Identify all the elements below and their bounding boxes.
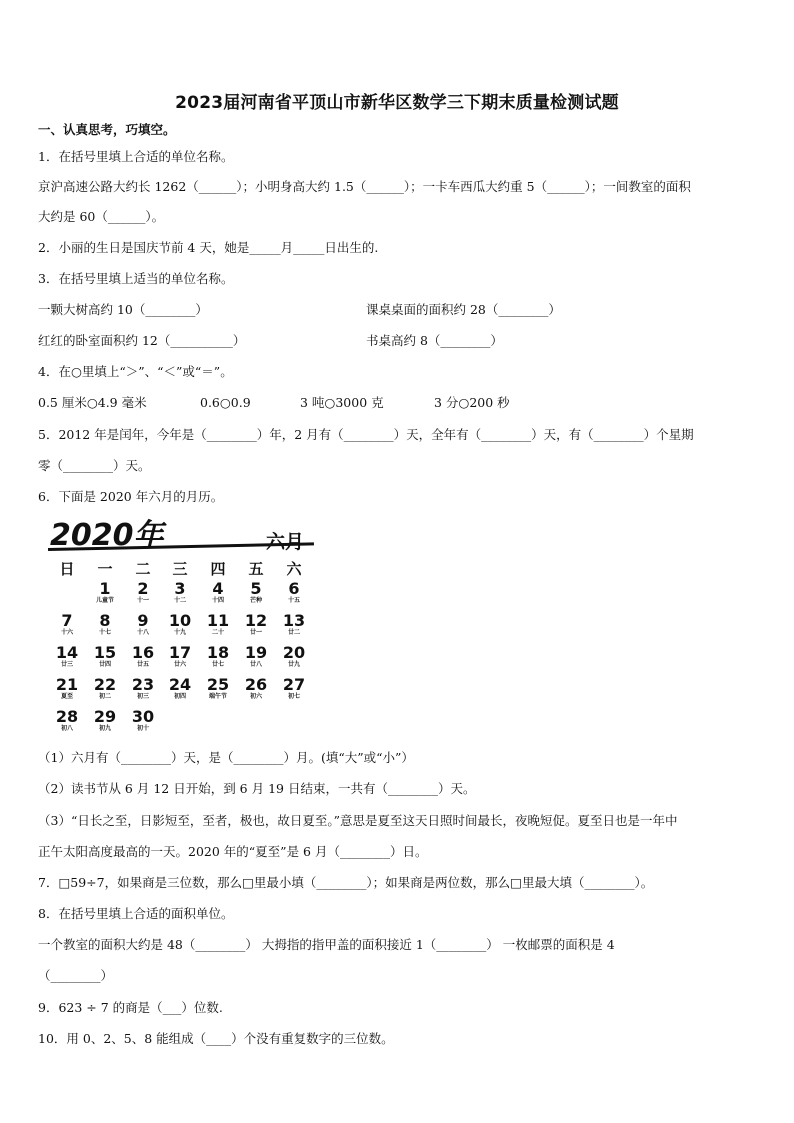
calendar-lunar-label: 廿四: [98, 661, 111, 668]
calendar-day: [88, 580, 122, 605]
q4-item: 3 吨○3000 克: [300, 395, 384, 410]
q4-item: 0.6○0.9: [200, 395, 251, 410]
calendar-lunar-label: 初八: [60, 725, 73, 732]
q6-sub1: （1）六月有（________）天，是（________）月。(填“大”或“小”）: [38, 750, 414, 765]
calendar-weekday: 一: [97, 560, 113, 578]
calendar-weekday: 二: [135, 560, 151, 578]
calendar-day: [88, 708, 122, 733]
calendar-lunar-label: 十九: [173, 629, 186, 636]
calendar-day: [163, 612, 197, 637]
page-title: 2023届河南省平顶山市新华区数学三下期末质量检测试题: [175, 93, 619, 113]
calendar-day: [239, 644, 273, 669]
calendar-lunar-label: 端午节: [208, 693, 227, 700]
q3-stem: 3．在括号里填上适当的单位名称。: [38, 271, 234, 286]
q1-line2: 大约是 60（______）。: [38, 209, 165, 224]
calendar-day-number: 20: [282, 643, 306, 662]
q3-item-a: 一颗大树高约 10（________）: [38, 302, 208, 317]
calendar-lunar-label: 十六: [60, 629, 73, 636]
calendar-day: [88, 644, 122, 669]
calendar-lunar-label: 初二: [98, 693, 111, 700]
calendar-day: [239, 612, 273, 637]
calendar-day: [126, 644, 160, 669]
q6-sub3-line1: （3）“日长之至，日影短至，至者，极也，故日夏至。”意思是夏至这天日照时间最长，夜晚短促。夏至日也是一年中: [38, 813, 678, 828]
calendar-day-number: 6: [288, 579, 300, 598]
calendar-lunar-label: 廿九: [287, 661, 300, 668]
calendar-year: 2020年: [50, 518, 164, 553]
q8-line2: （________）: [38, 968, 114, 983]
q6-stem: 6．下面是 2020 年六月的月历。: [38, 489, 224, 504]
calendar-lunar-label: 廿六: [173, 661, 186, 668]
calendar-day-number: 29: [93, 707, 117, 726]
q3-item-c: 红红的卧室面积约 12（__________）: [38, 333, 246, 348]
q10-stem: 10．用 0、2、5、8 能组成（____）个没有重复数字的三位数。: [38, 1031, 394, 1046]
calendar-lunar-label: 二十: [211, 629, 224, 636]
calendar-day-number: 9: [137, 611, 149, 630]
calendar-day-number: 10: [168, 611, 192, 630]
calendar-day: [163, 580, 197, 605]
calendar-lunar-label: 初三: [136, 693, 149, 700]
calendar-day-number: 30: [131, 707, 155, 726]
calendar-lunar-label: 廿七: [211, 661, 224, 668]
calendar-day-number: 7: [61, 611, 73, 630]
calendar-lunar-label: 初十: [136, 725, 149, 732]
calendar-day: [163, 676, 197, 701]
calendar-day-number: 18: [206, 643, 230, 662]
calendar-day-number: 22: [93, 675, 117, 694]
calendar-weekday: 五: [248, 560, 264, 578]
calendar-day: [239, 580, 273, 605]
calendar-day: [163, 644, 197, 669]
calendar-day: [126, 708, 160, 733]
calendar-day: [201, 644, 235, 669]
calendar-lunar-label: 夏至: [60, 693, 73, 700]
calendar-image: [44, 510, 324, 742]
calendar-weekday: 日: [59, 560, 75, 578]
q1-stem: 1．在括号里填上合适的单位名称。: [38, 149, 234, 164]
calendar-day-number: 21: [55, 675, 79, 694]
q5-line2: 零（________）天。: [38, 458, 151, 473]
calendar-lunar-label: 初七: [287, 693, 300, 700]
q6-sub3-line2: 正午太阳高度最高的一天。2020 年的“夏至”是 6 月（________）日。: [38, 844, 428, 859]
calendar-lunar-label: 儿童节: [95, 597, 114, 604]
calendar-lunar-label: 十四: [211, 597, 224, 604]
calendar-lunar-label: 初九: [98, 725, 111, 732]
calendar-day-number: 11: [206, 611, 230, 630]
calendar-day: [201, 676, 235, 701]
calendar-lunar-label: 廿八: [249, 661, 262, 668]
calendar-day: [88, 676, 122, 701]
calendar-day-number: 25: [206, 675, 230, 694]
calendar-day-number: 14: [55, 643, 79, 662]
calendar-day: [126, 676, 160, 701]
calendar-day: [50, 644, 84, 669]
calendar-day: [50, 708, 84, 733]
calendar-day: [277, 676, 311, 701]
calendar-day-number: 28: [55, 707, 79, 726]
q2-stem: 2．小丽的生日是国庆节前 4 天，她是_____月_____日出生的.: [38, 240, 379, 255]
calendar-day-number: 3: [174, 579, 186, 598]
q6-sub2: （2）读书节从 6 月 12 日开始，到 6 月 19 日结束，一共有（________）天。: [38, 781, 476, 796]
calendar-weekday: 四: [210, 560, 226, 578]
calendar-lunar-label: 芒种: [249, 597, 262, 604]
q4-item: 3 分○200 秒: [434, 395, 510, 410]
q9-stem: 9．623 ÷ 7 的商是（___）位数.: [38, 1000, 223, 1015]
calendar-lunar-label: 十八: [136, 629, 149, 636]
calendar-weekday: 三: [172, 560, 188, 578]
calendar-day-number: 24: [168, 675, 192, 694]
calendar-day-number: 2: [137, 579, 149, 598]
q4-stem: 4．在○里填上“＞”、“＜”或“＝”。: [38, 364, 233, 379]
calendar-lunar-label: 十七: [98, 629, 111, 636]
calendar-day-number: 17: [168, 643, 192, 662]
calendar-day: [201, 580, 235, 605]
calendar-lunar-label: 初四: [173, 693, 186, 700]
calendar-day: [277, 612, 311, 637]
q3-item-d: 书桌高约 8（________）: [366, 333, 503, 348]
calendar-day-number: 13: [282, 611, 306, 630]
calendar-day: [201, 612, 235, 637]
calendar-day-number: 1: [99, 579, 111, 598]
calendar-day: [277, 644, 311, 669]
calendar-day: [126, 580, 160, 605]
calendar-lunar-label: 廿五: [136, 661, 149, 668]
calendar-day: [239, 676, 273, 701]
calendar-day: [277, 580, 311, 605]
calendar-day-number: 27: [282, 675, 306, 694]
calendar-day: [50, 612, 84, 637]
calendar-weekday: 六: [286, 560, 302, 578]
calendar-lunar-label: 十二: [173, 597, 186, 604]
calendar-day-number: 26: [244, 675, 268, 694]
calendar-day: [50, 676, 84, 701]
calendar-day-number: 4: [212, 579, 224, 598]
calendar-lunar-label: 廿二: [287, 629, 300, 636]
q8-line1: 一个教室的面积大约是 48（________） 大拇指的指甲盖的面积接近 1（________） 一枚邮票的面积是 4: [38, 937, 615, 952]
calendar-lunar-label: 廿三: [60, 661, 73, 668]
q7-stem: 7．□59÷7，如果商是三位数，那么□里最小填（________）；如果商是两位数，那么□里最大填（________）。: [38, 875, 654, 890]
q5-line1: 5．2012 年是闰年，今年是（________）年，2 月有（________）天，全年有（________）天，有（________）个星期: [38, 427, 694, 442]
calendar-lunar-label: 初六: [249, 693, 262, 700]
calendar-lunar-label: 十五: [287, 597, 300, 604]
calendar-lunar-label: 廿一: [249, 629, 262, 636]
calendar-day: [88, 612, 122, 637]
calendar-day-number: 23: [131, 675, 155, 694]
calendar-month: 六月: [266, 531, 305, 553]
q3-item-b: 课桌桌面的面积约 28（________）: [366, 302, 561, 317]
calendar-lunar-label: 十一: [136, 597, 149, 604]
section-heading: 一、认真思考，巧填空。: [38, 122, 176, 137]
calendar-day-number: 19: [244, 643, 268, 662]
q1-line1: 京沪高速公路大约长 1262（______）；小明身高大约 1.5（______）；一卡车西瓜大约重 5（______）；一间教室的面积: [38, 179, 691, 194]
q4-item: 0.5 厘米○4.9 毫米: [38, 395, 147, 410]
calendar-day-number: 8: [99, 611, 111, 630]
calendar-day-number: 12: [244, 611, 268, 630]
calendar-day-number: 5: [250, 579, 262, 598]
calendar-day: [126, 612, 160, 637]
q8-stem: 8．在括号里填上合适的面积单位。: [38, 906, 234, 921]
calendar-day-number: 15: [93, 643, 117, 662]
calendar-day-number: 16: [131, 643, 155, 662]
